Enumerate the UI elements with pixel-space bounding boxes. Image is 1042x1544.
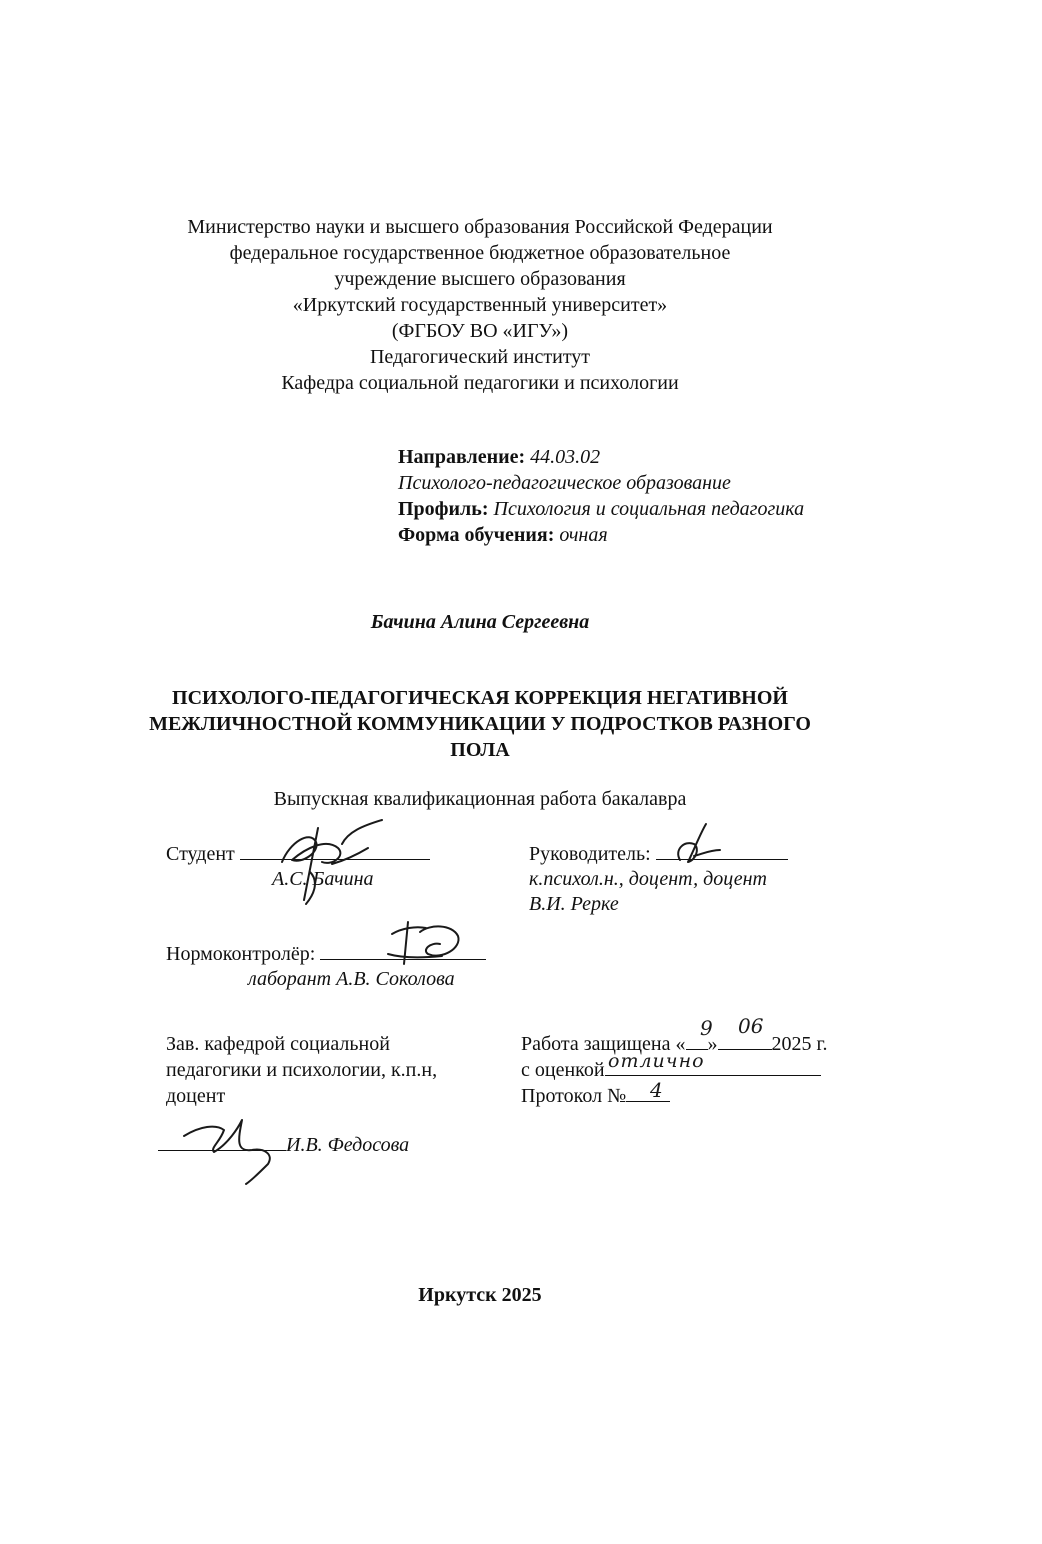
head-signature (180, 1114, 290, 1186)
defense-year: 2025 г. (771, 1033, 828, 1055)
direction-label: Направление: (398, 446, 526, 468)
student-name: А.С. Бачина (272, 868, 374, 890)
normcontrol-name: лаборант А.В. Соколова (248, 968, 455, 990)
defense-day-handwritten: 9 (700, 1016, 713, 1040)
direction-row (398, 444, 600, 470)
thesis-title-line3: ПОЛА (450, 739, 510, 761)
normcontrol-signature (382, 914, 468, 970)
thesis-title-line1: ПСИХОЛОГО-ПЕДАГОГИЧЕСКАЯ КОРРЕКЦИЯ НЕГАТИВНОЙ (172, 687, 788, 709)
profile-row (398, 496, 804, 522)
student-label: Студент (166, 843, 235, 865)
ministry-line: Министерство науки и высшего образования Российской Федерации (187, 216, 773, 238)
university-abbr: (ФГБОУ ВО «ИГУ») (391, 320, 569, 342)
supervisor-label: Руководитель: (529, 843, 651, 865)
institute-name: Педагогический институт (369, 346, 591, 368)
protocol-line (626, 1083, 670, 1102)
supervisor-name: В.И. Рерке (529, 893, 619, 915)
department-name: Кафедра социальной педагогики и психологии (281, 372, 679, 394)
city-year: Иркутск 2025 (418, 1284, 542, 1306)
grade-label-text: с оценкой (521, 1059, 605, 1081)
institution-line: учреждение высшего образования (334, 268, 626, 290)
head-name: И.В. Федосова (286, 1134, 410, 1156)
profile-label: Профиль: (398, 498, 489, 520)
head-title-line2: педагогики и психологии, к.п.н, (166, 1059, 438, 1081)
form-value: очная (559, 524, 608, 546)
head-title-line1: Зав. кафедрой социальной (166, 1033, 390, 1055)
thesis-title-line2: МЕЖЛИЧНОСТНОЙ КОММУНИКАЦИИ У ПОДРОСТКОВ РАЗНОГО (149, 713, 811, 735)
supervisor-signature (670, 820, 740, 876)
defense-mid: » (707, 1033, 718, 1055)
work-type: Выпускная квалификационная работа бакалавра (273, 788, 687, 810)
form-label: Форма обучения: (398, 524, 555, 546)
direction-code: 44.03.02 (530, 446, 601, 468)
supervisor-credentials: к.психол.н., доцент, доцент (529, 868, 767, 890)
defense-prefix: Работа защищена « (521, 1033, 686, 1055)
defense-month-handwritten: 06 (738, 1014, 764, 1038)
form-row (398, 522, 608, 548)
grade-handwritten: отлично (608, 1050, 705, 1072)
student-signature (262, 808, 394, 912)
university-name: «Иркутский государственный университет» (292, 294, 668, 316)
supervisor-row (529, 841, 788, 867)
university-type-line: федеральное государственное бюджетное образовательное (229, 242, 731, 264)
author-name: Бачина Алина Сергеевна (370, 611, 590, 633)
protocol-row (521, 1083, 670, 1109)
profile-value: Психология и социальная педагогика (493, 498, 805, 520)
normcontrol-label: Нормоконтролёр: (166, 943, 316, 965)
head-title-line3: доцент (166, 1085, 226, 1107)
protocol-handwritten: 4 (650, 1078, 663, 1102)
protocol-label: Протокол № (521, 1085, 627, 1107)
direction-name: Психолого-педагогическое образование (398, 472, 731, 494)
